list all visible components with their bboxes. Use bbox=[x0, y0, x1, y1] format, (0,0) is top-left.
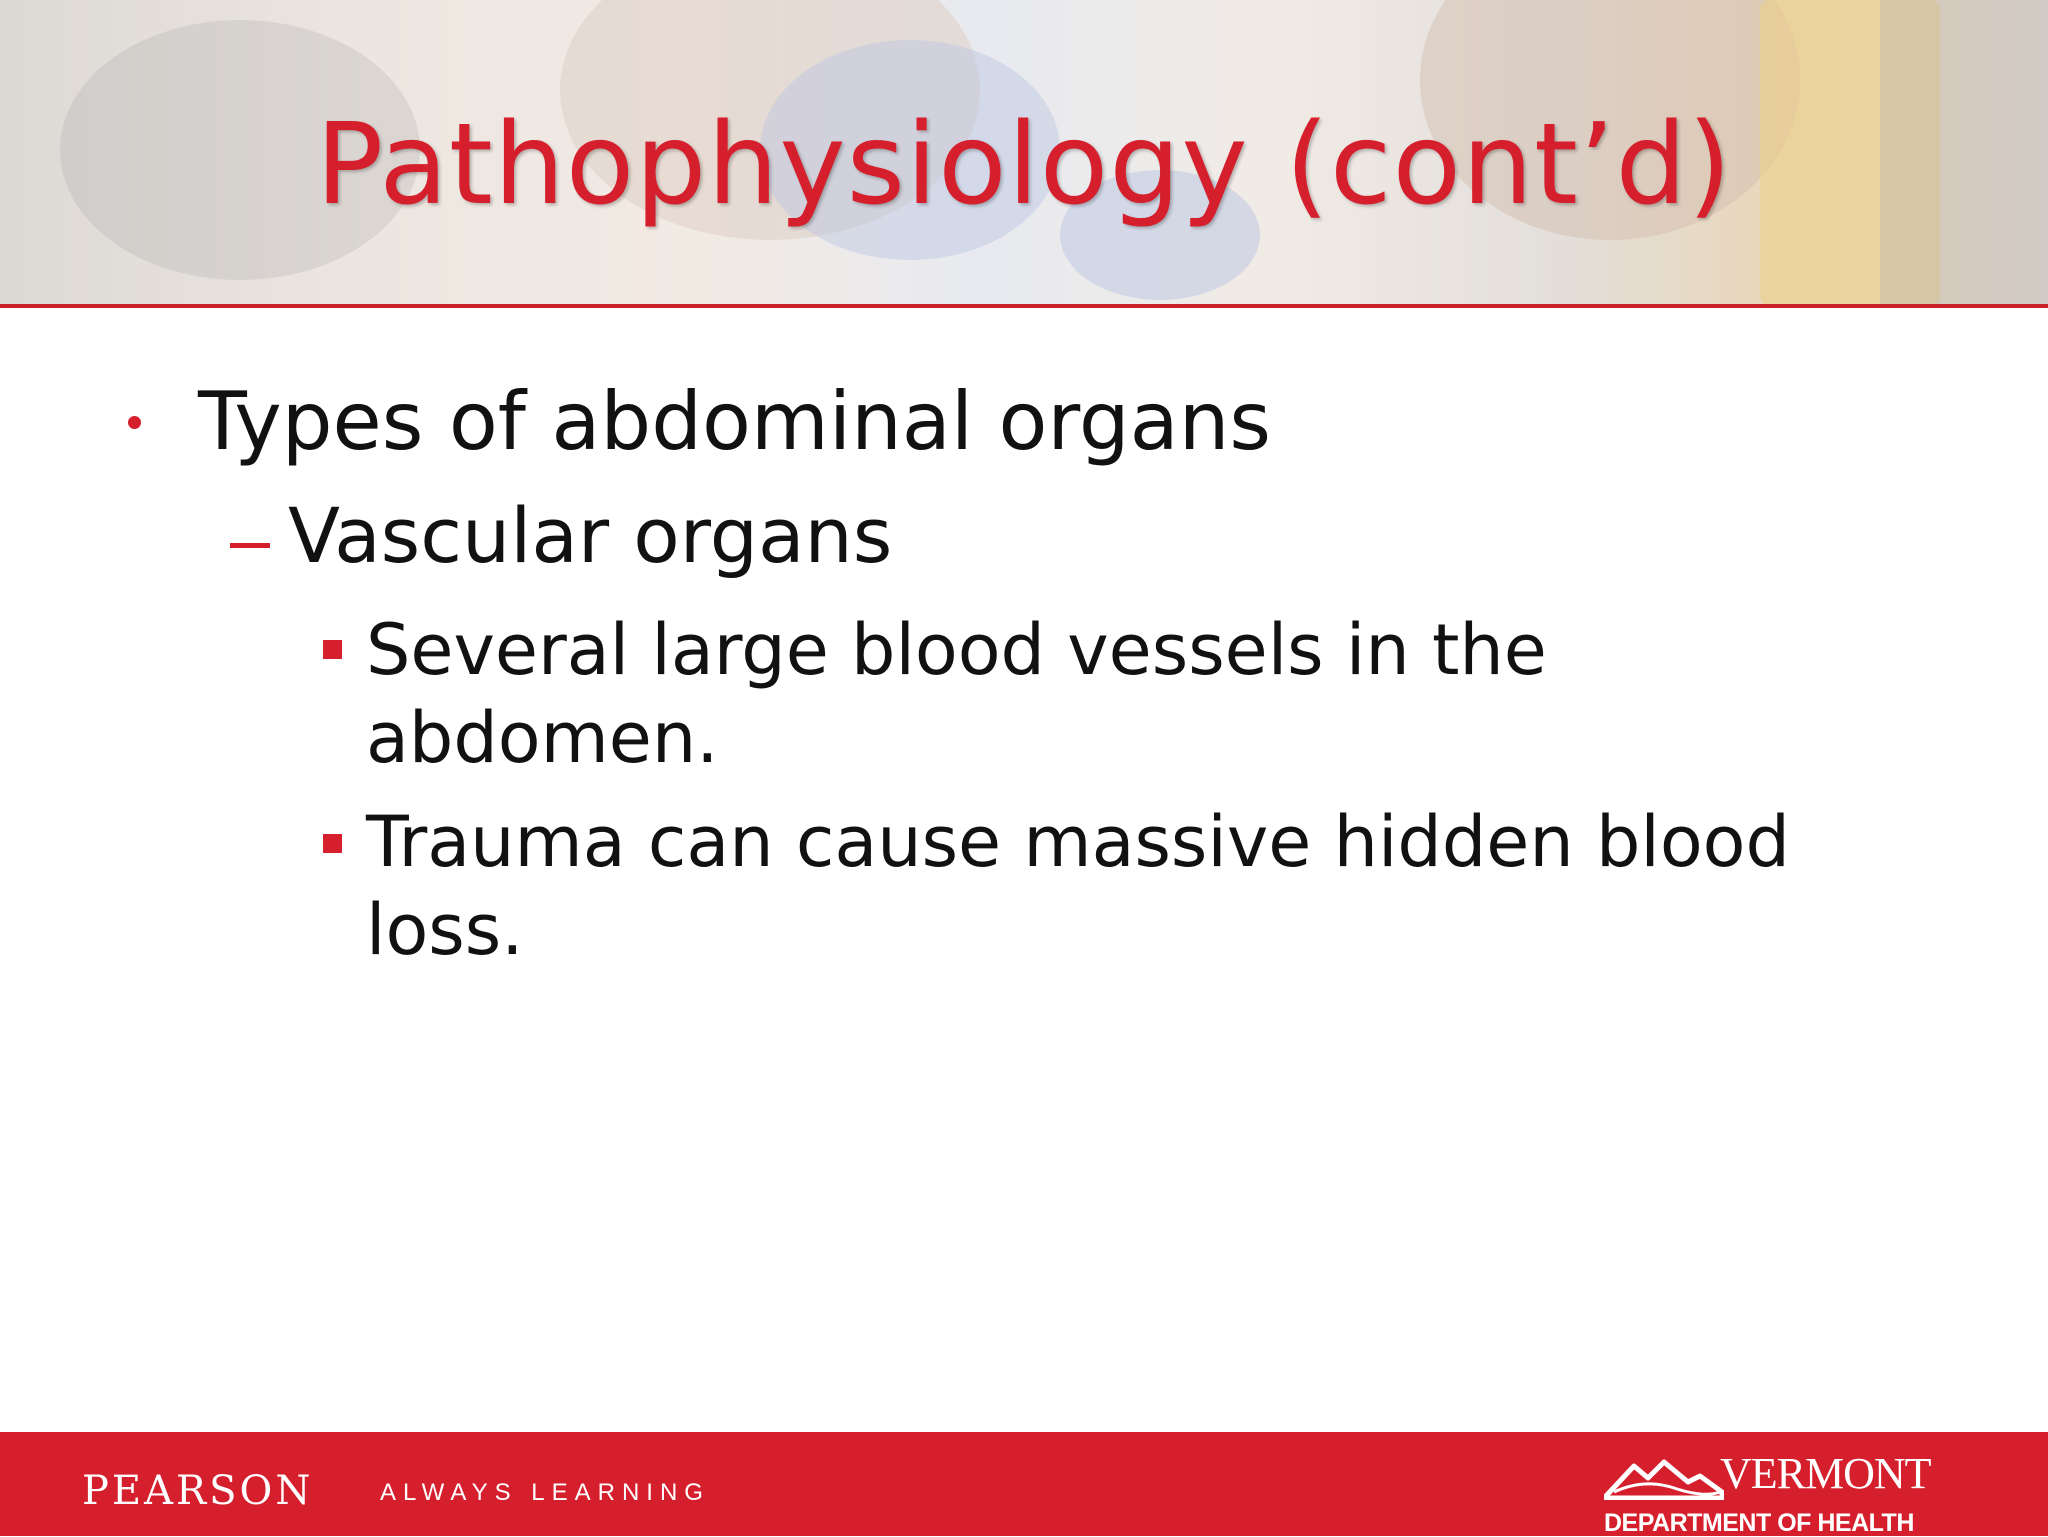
vermont-health-logo bbox=[1604, 1449, 1931, 1537]
bullet-square-icon bbox=[323, 640, 342, 659]
department-label: DEPARTMENT OF HEALTH bbox=[1604, 1509, 1914, 1537]
pearson-logo: PEARSON bbox=[82, 1468, 314, 1514]
bullet-square-icon bbox=[323, 834, 342, 853]
bullet-level3-item bbox=[366, 606, 1906, 782]
vermont-wordmark: VERMONT bbox=[1720, 1449, 1931, 1498]
bullet-level1: Types of abdominal organs bbox=[198, 375, 1272, 468]
header-divider bbox=[0, 304, 2048, 308]
bullet-level3-item bbox=[366, 798, 1906, 974]
bullet-dash-icon bbox=[230, 543, 270, 548]
bullet-level2: Vascular organs bbox=[288, 491, 893, 580]
bullet-level3-text: Trauma can cause massive hidden blood loss. bbox=[366, 801, 1790, 971]
bullet-dot-icon bbox=[128, 416, 141, 429]
vermont-mountain-icon bbox=[1604, 1452, 1724, 1500]
bullet-level3-text: Several large blood vessels in the abdomen. bbox=[366, 609, 1547, 779]
slide-title: Pathophysiology (cont’d) bbox=[315, 100, 1733, 230]
tagline: ALWAYS LEARNING bbox=[380, 1479, 710, 1506]
